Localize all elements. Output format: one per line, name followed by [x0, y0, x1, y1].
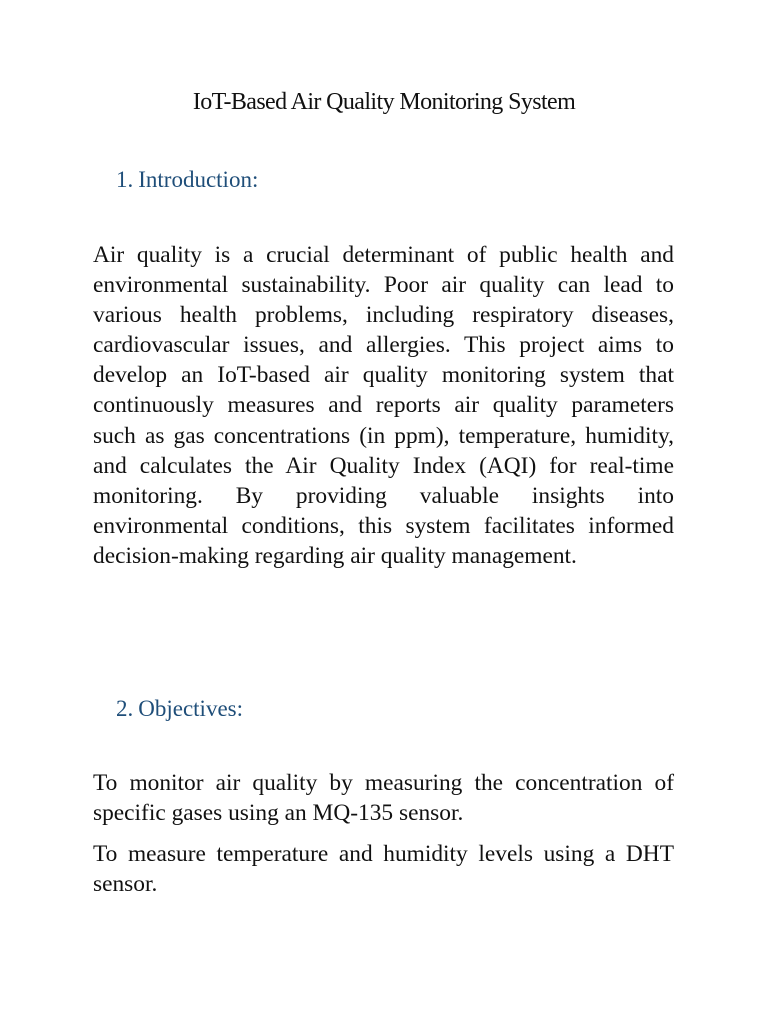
document-title: IoT-Based Air Quality Monitoring System: [192, 89, 576, 115]
section-number: 2.: [116, 696, 134, 721]
section-heading-introduction: [116, 166, 258, 194]
section-heading-text: Objectives:: [138, 696, 243, 721]
objective-paragraph: To measure temperature and humidity levels using a DHT sensor.: [93, 841, 674, 898]
objective-paragraph: To monitor air quality by measuring the concentration of specific gases using an MQ-135 sensor.: [93, 770, 674, 827]
introduction-paragraph: Air quality is a crucial determinant of public health and environmental sustainability. Poor air quality can lead to various health problems, including respiratory diseases, cardiovascular issues, and allergies. This project aims to develop an IoT-based air quality monitoring system that continuously measures and reports air quality parameters such as gas concentrations (in ppm), temperature, humidity, and calculates the Air Quality Index (AQI) for real-time monitoring. By providing valuable insights into environmental conditions, this system facilitates informed decision-making regarding air quality management.: [93, 242, 674, 569]
section-heading-text: Introduction:: [138, 167, 259, 192]
section-number: 1.: [116, 167, 134, 192]
section-heading-objectives: [116, 695, 243, 723]
